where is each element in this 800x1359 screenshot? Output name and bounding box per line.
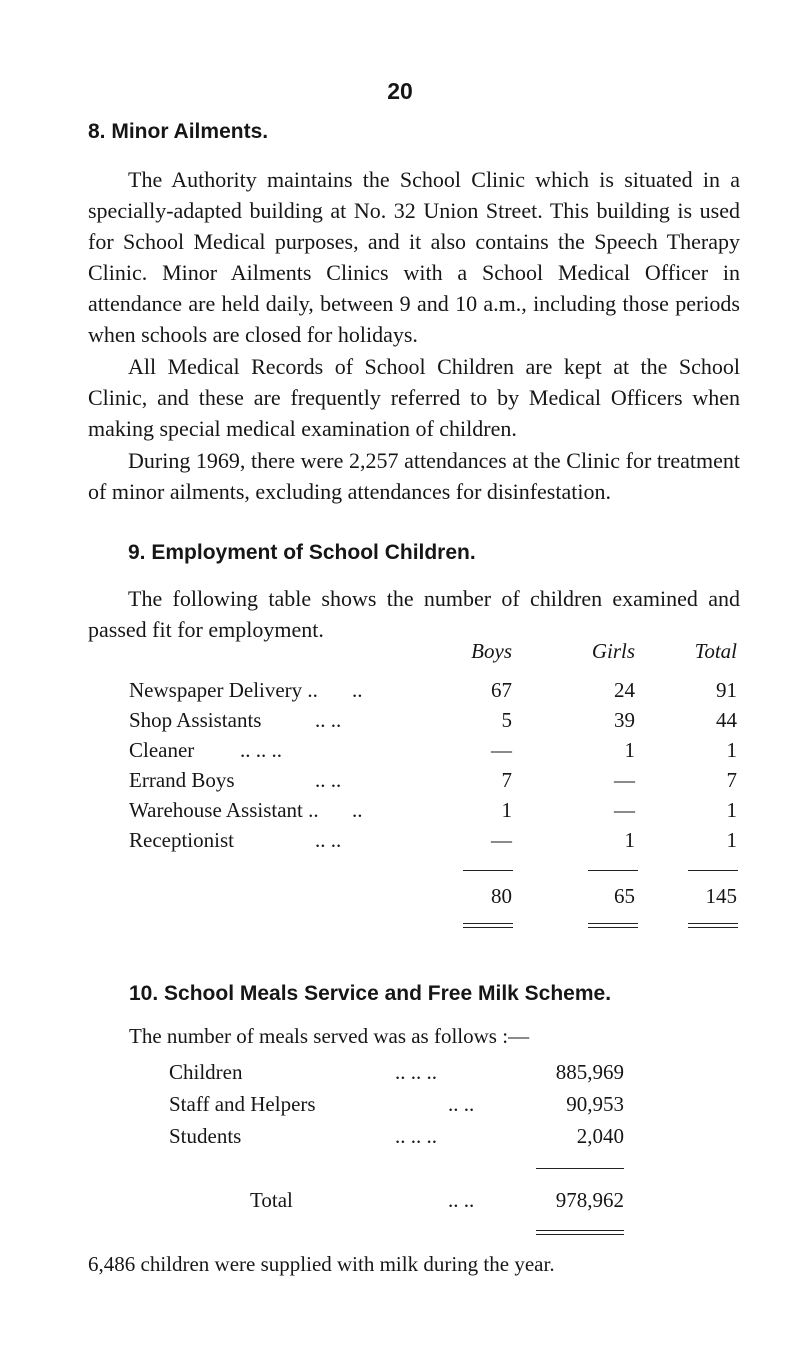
section-10-intro: The number of meals served was as follows :— [129,1024,530,1048]
employment-table-header [0,639,800,669]
column-header-girls: Girls [591,639,635,663]
boys-value: 67 [491,678,512,702]
row-label: Cleaner [129,738,195,762]
total-label: Total [250,1188,293,1212]
column-header-total: Total [694,639,737,663]
girls-value: 1 [624,738,635,762]
row-leader-dots: .. .. [448,1092,475,1116]
boys-total: 80 [491,884,512,908]
table-row [0,708,800,738]
column-header-boys: Boys [471,639,512,663]
table-row [0,828,800,858]
row-label: Errand Boys [129,768,235,792]
boys-value: 1 [501,798,512,822]
row-leader-dots: .. .. .. [395,1124,437,1148]
total-value: 1 [726,798,737,822]
row-leader-dots: .. .. .. [395,1060,437,1084]
subtotal-rule-girls [588,870,638,871]
boys-value: — [491,828,512,852]
boys-value: 7 [501,768,512,792]
meals-total-row [0,1188,800,1218]
section-9-intro: The following table shows the number of children examined and passed fit for employment. [88,586,740,642]
table-row [0,1060,800,1090]
meals-value: 90,953 [566,1092,624,1116]
total-double-rule-girls [588,923,638,928]
girls-value: 24 [614,678,635,702]
girls-value: — [614,768,635,792]
row-label: Newspaper Delivery .. [129,678,318,702]
row-label: Warehouse Assistant .. [129,798,319,822]
meals-value: 885,969 [555,1060,624,1084]
total-value: 1 [726,828,737,852]
meals-total-double-rule [536,1230,624,1235]
total-value: 7 [726,768,737,792]
boys-value: — [491,738,512,762]
girls-total: 65 [614,884,635,908]
total-value: 91 [716,678,737,702]
table-row [0,738,800,768]
row-leader-dots: .. .. [315,768,342,792]
total-double-rule-boys [463,923,513,928]
meals-total-value: 978,962 [555,1188,624,1212]
row-leader-dots: .. [352,798,363,822]
section-8-paragraph-3: During 1969, there were 2,257 attendances at the Clinic for treatment of minor ailments, excluding attendances for disinfestation. [88,448,740,504]
row-label: Receptionist [129,828,234,852]
totals-row [0,884,800,914]
row-label: Children [169,1060,243,1084]
section-10-heading: 10. School Meals Service and Free Milk Scheme. [129,982,612,1005]
section-8-paragraph-2: All Medical Records of School Children are kept at the School Clinic, and these are frequently referred to by Medical Officers when making special medical examination of children. [88,354,740,441]
meals-subtotal-rule [536,1168,624,1169]
table-row [0,1124,800,1154]
section-8-paragraph-1: The Authority maintains the School Clinic which is situated in a specially-adapted building at No. 32 Union Street. This building is used for School Medical purposes, and it also contains the Speech Therapy Clinic. Minor Ailments Clinics with a School Medical Officer in attendance are held daily, between 9 and 10 a.m., including those periods when schools are closed for holidays. [88,167,740,347]
subtotal-rule-total [688,870,738,871]
row-leader-dots: .. .. .. [240,738,282,762]
meals-value: 2,040 [576,1124,624,1148]
row-leader-dots: .. .. [448,1188,475,1212]
total-value: 44 [716,708,737,732]
table-row [0,678,800,708]
row-leader-dots: .. [352,678,363,702]
row-leader-dots: .. .. [315,828,342,852]
page-number: 20 [387,78,413,104]
boys-value: 5 [501,708,512,732]
row-label: Staff and Helpers [169,1092,316,1116]
girls-value: — [614,798,635,822]
section-9-heading: 9. Employment of School Children. [128,541,476,564]
girls-value: 39 [614,708,635,732]
girls-value: 1 [624,828,635,852]
table-row [0,1092,800,1122]
total-value: 1 [726,738,737,762]
milk-note: 6,486 children were supplied with milk during the year. [88,1252,555,1276]
subtotal-rule-boys [463,870,513,871]
row-leader-dots: .. .. [315,708,342,732]
row-label: Shop Assistants [129,708,262,732]
total-double-rule-total [688,923,738,928]
row-label: Students [169,1124,242,1148]
section-8-heading: 8. Minor Ailments. [88,120,269,143]
table-row [0,798,800,828]
table-row [0,768,800,798]
grand-total: 145 [705,884,737,908]
